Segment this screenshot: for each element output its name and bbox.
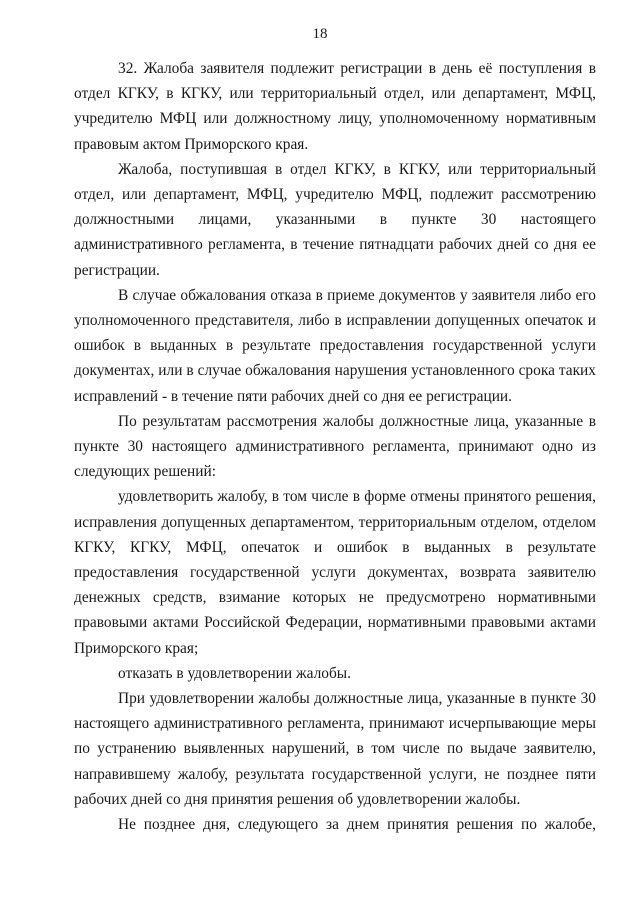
paragraph-decision-satisfy: удовлетворить жалобу, в том числе в форме отмены принятого решения, исправления допущенных департаментом, территориальным отделом, отделом КГКУ, КГКУ, МФЦ, опечаток и ошибок в выданных в результате предоставления государственной услуги документах, возврата заявителю денежных средств, взимание которых не предусмотрено нормативными правовыми актами Российской Федерации, нормативными правовыми актами Приморского края; [74,488,596,657]
paragraph-decision-refuse: отказать в удовлетворении жалобы. [118,664,352,682]
paragraph-review-period: Жалоба, поступившая в отдел КГКУ, в КГКУ, или территориальный отдел, или департамент, МФЦ, учредителю МФЦ, подлежит рассмотрению должностными лицами, указанными в пункте 30 настоящего административного регламента, в течение пятнадцати рабочих дней со дня ее регистрации. [74,160,596,279]
page-number: 18 [312,26,328,42]
paragraph-continuation: Не позднее дня, следующего за днем принятия решения по жалобе, [118,816,596,834]
paragraph-refusal-appeal: В случае обжалования отказа в приеме документов у заявителя либо его уполномоченного представителя, либо в исправлении допущенных опечаток и ошибок в выданных в результате предоставления государственной услуги документах, или в случае обжалования нарушения установленного срока таких исправлений - в течение пяти рабочих дней со дня ее регистрации. [74,286,596,405]
paragraph-decisions-intro: По результатам рассмотрения жалобы должностные лица, указанные в пункте 30 настоящего административного регламента, принимают одно из следующих решений: [74,412,596,481]
document-body [74,56,596,837]
paragraph-registration: 32. Жалоба заявителя подлежит регистрации в день её поступления в отдел КГКУ, в КГКУ, или территориальный отдел, или департамент, МФЦ, учредителю МФЦ или должностному лицу, уполномоченному нормативным правовым актом Приморского края. [74,60,596,153]
paragraph-satisfaction-measures: При удовлетворении жалобы должностные лица, указанные в пункте 30 настоящего административного регламента, принимают исчерпывающие меры по устранению выявленных нарушений, в том числе по выдаче заявителю, направившему жалобу, результата государственной услуги, не позднее пяти рабочих дней со дня принятия решения об удовлетворении жалобы. [74,690,596,808]
